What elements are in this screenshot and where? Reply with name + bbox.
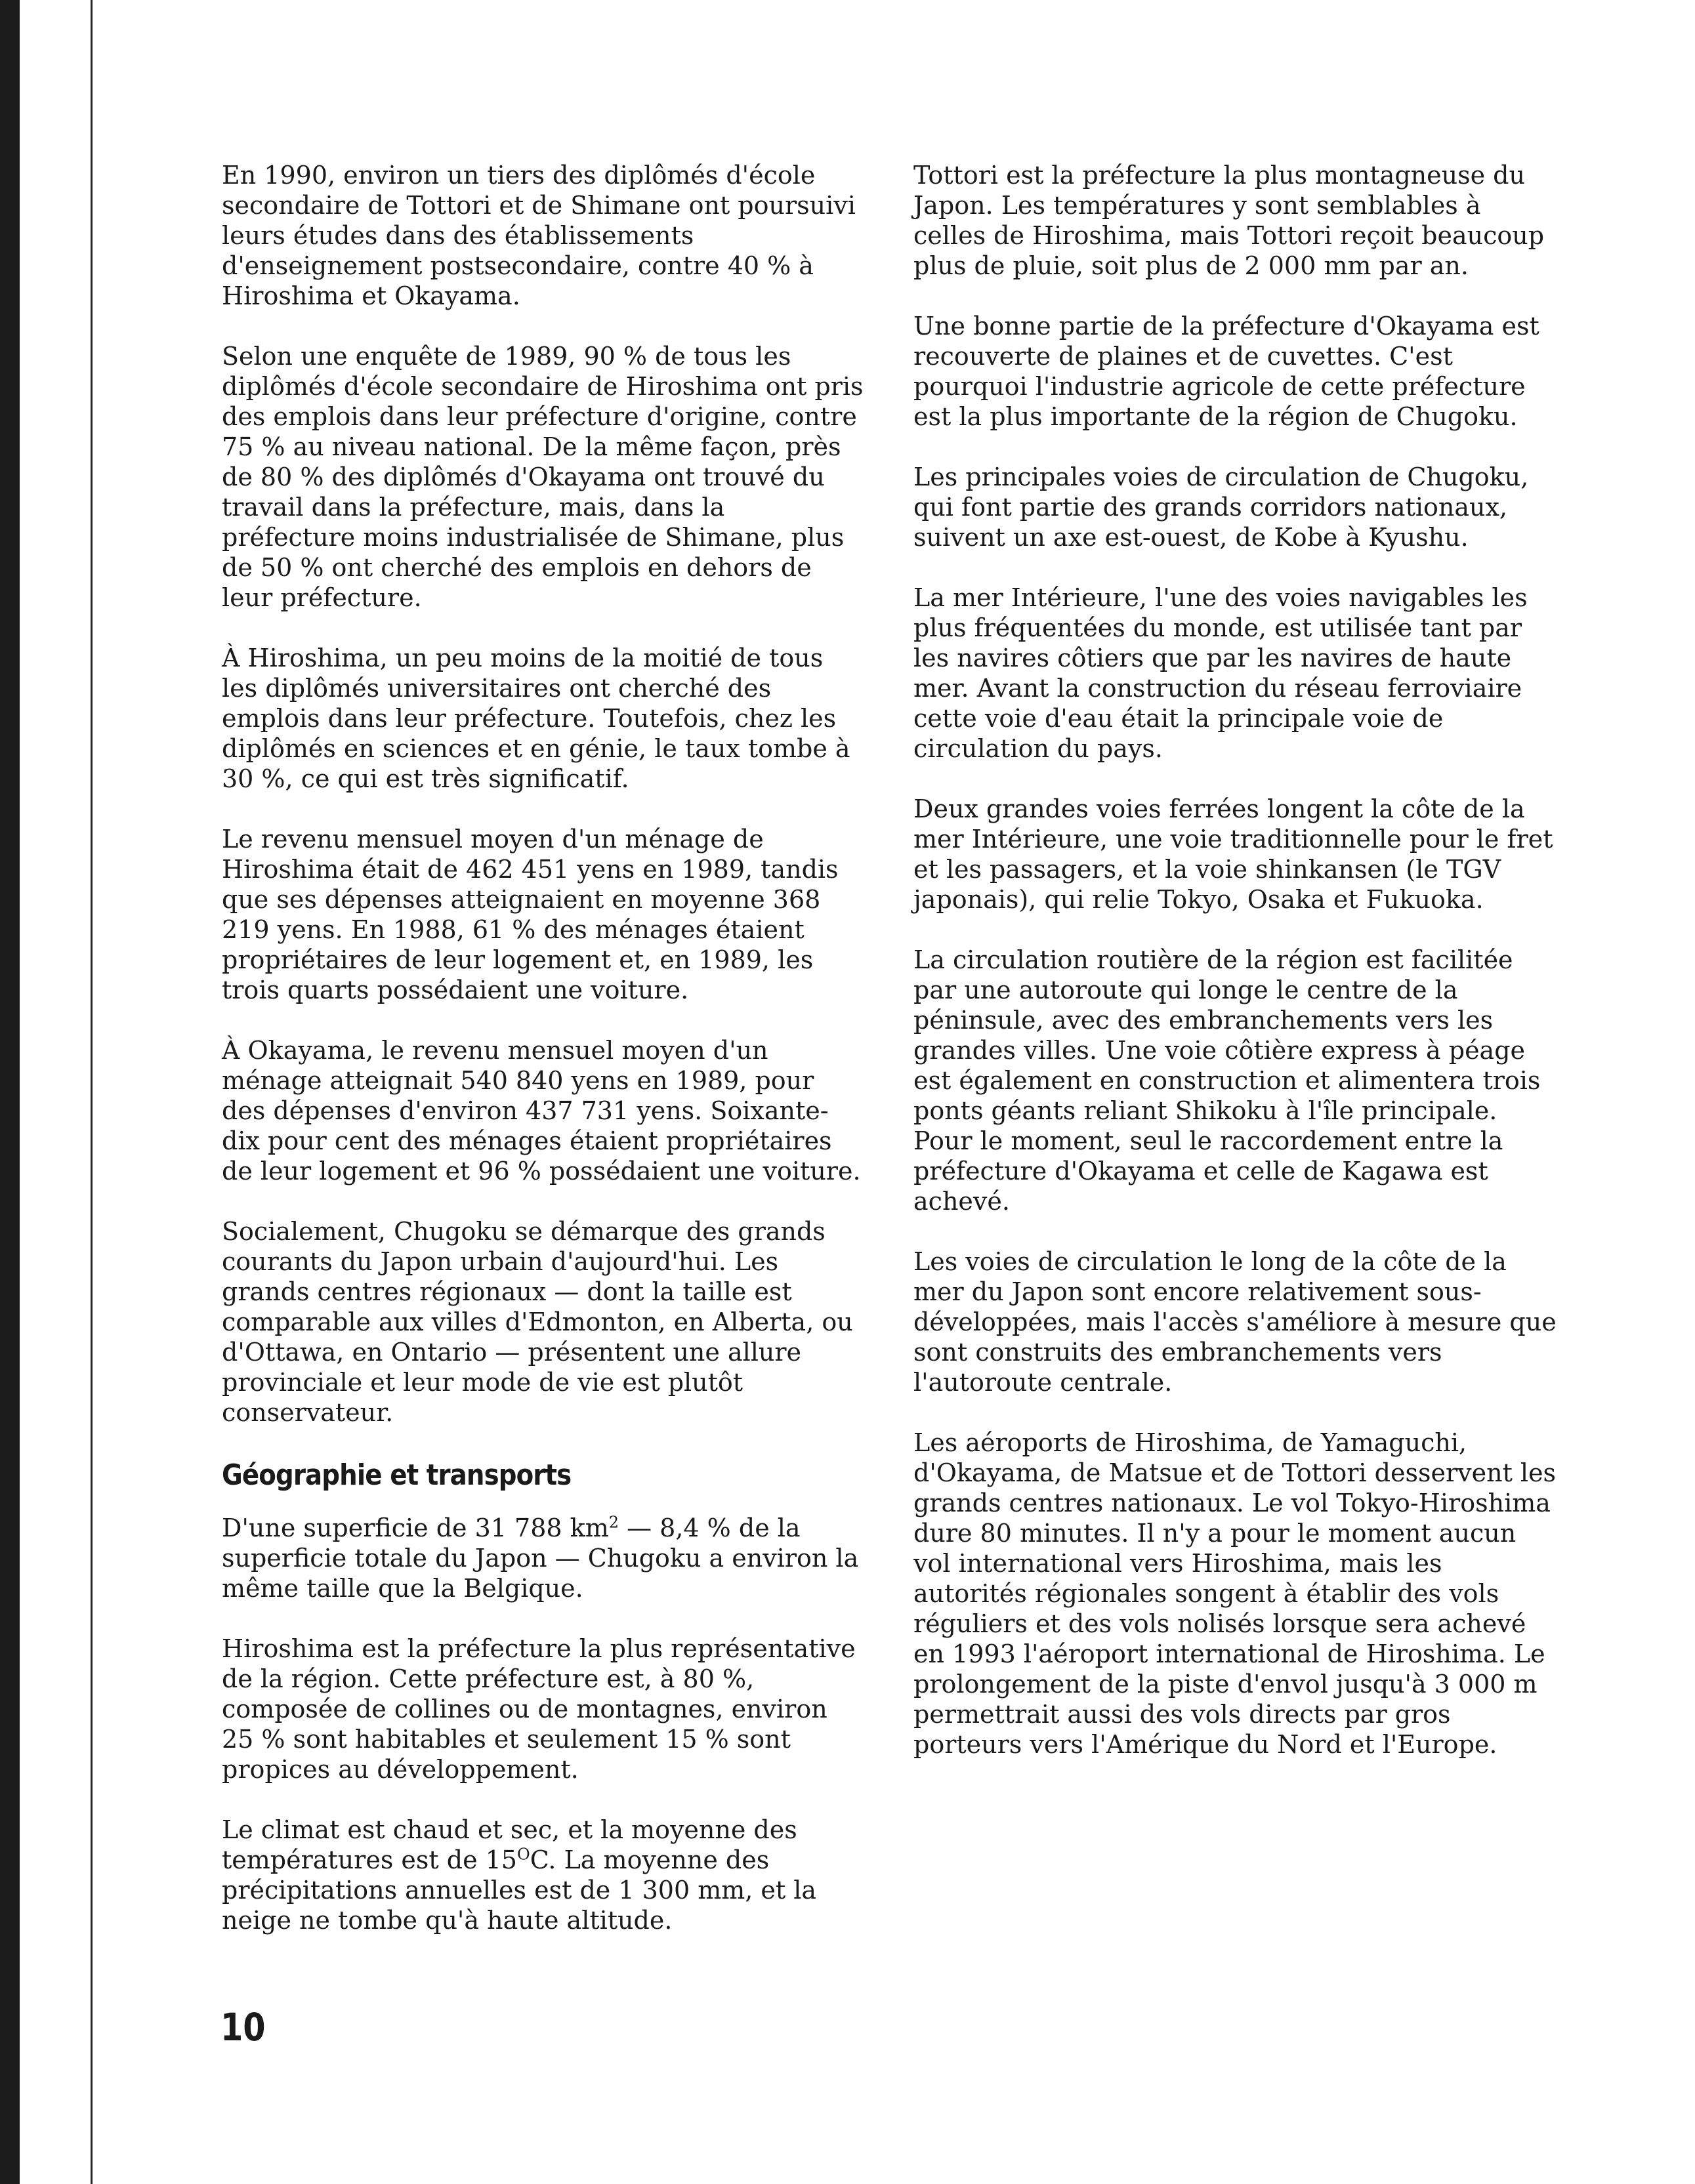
area-text-before: D'une superficie de 31 788 km (222, 1514, 609, 1542)
scan-margin-line (91, 0, 93, 2184)
paragraph-social: Socialement, Chugoku se démarque des grands courants du Japon urbain d'aujourd'hui. Les grands centres régionaux — dont la taille est comparable aux villes d'Edmonton, en Alberta, ou d'Ottawa, en Ontario — présentent une allure provinciale et leur mode de vie est plutôt conservateur. (222, 1217, 853, 1427)
paragraph-roads: La circulation routière de la région est facilitée par une autoroute qui longe le centre de la péninsule, avec des embranchements vers les grandes villes. Une voie côtière express à péage est également en construction et alimentera trois ponts géants reliant Shikoku à l'île principale. Pour le moment, seul le raccordement entre la préfecture d'Okayama et celle de Kagawa est achevé. (913, 945, 1541, 1216)
paragraph-area (222, 1513, 865, 1603)
left-column (222, 160, 865, 1966)
page-number: 10 (220, 2005, 266, 2050)
paragraph-airports: Les aéroports de Hiroshima, de Yamaguchi, d'Okayama, de Matsue et de Tottori desservent les grands centres nationaux. Le vol Tokyo-Hiroshima dure 80 minutes. Il n'y a pour le moment aucun vol international vers Hiroshima, mais les autorités régionales songent à établir des vols réguliers et des vols nolisés lorsque sera achevé en 1993 l'aéroport international de Hiroshima. Le prolongement de la piste d'envol jusqu'à 3 000 m permettrait aussi des vols directs par gros porteurs vers l'Amérique du Nord et l'Europe. (913, 1428, 1557, 1759)
climate-text-before: Le climat est chaud et sec, et la moyenne des températures est de 15 (222, 1815, 797, 1874)
paragraph-university-graduates: À Hiroshima, un peu moins de la moitié de tous les diplômés universitaires ont cherché des emplois dans leur préfecture. Toutefois, chez les diplômés en sciences et en génie, le taux tombe à 30 %, ce qui est très significatif. (222, 644, 850, 793)
climate-text-after: C. La moyenne des précipitations annuelles est de 1 300 mm, et la neige ne tombe qu'à haute altitude. (222, 1845, 817, 1935)
paragraph-okayama-income: À Okayama, le revenu mensuel moyen d'un ménage atteignait 540 840 yens en 1989, pour des dépenses d'environ 437 731 yens. Soixante-dix pour cent des ménages étaient propriétaires de leur logement et 96 % possédaient une voiture. (222, 1036, 861, 1185)
area-superscript: 2 (608, 1513, 619, 1532)
scan-border (0, 0, 20, 2184)
paragraph-hiroshima-terrain: Hiroshima est la préfecture la plus représentative de la région. Cette préfecture est, à 80 %, composée de collines ou de montagnes, environ 25 % sont habitables et seulement 15 % sont propices au développement. (222, 1634, 856, 1784)
right-column (913, 160, 1557, 1790)
paragraph-climate (222, 1815, 865, 1935)
paragraph-tottori: Tottori est la préfecture la plus montagneuse du Japon. Les températures y sont semblables à celles de Hiroshima, mais Tottori reçoit beaucoup plus de pluie, soit plus de 2 000 mm par an. (913, 161, 1545, 280)
climate-superscript: O (517, 1845, 530, 1864)
paragraph-hiroshima-income: Le revenu mensuel moyen d'un ménage de Hiroshima était de 462 451 yens en 1989, tandis que ses dépenses atteignaient en moyenne 368 219 yens. En 1988, 61 % des ménages étaient propriétaires de leur logement et, en 1989, les trois quarts possédaient une voiture. (222, 825, 839, 1004)
paragraph-railways: Deux grandes voies ferrées longent la côte de la mer Intérieure, une voie traditionnelle pour le fret et les passagers, et la voie shinkansen (le TGV japonais), qui relie Tokyo, Osaka et Fukuoka. (913, 794, 1553, 914)
area-text-after: — 8,4 % de la superficie totale du Japon — Chugoku a environ la même taille que la Belgique. (222, 1514, 859, 1603)
section-heading: Géographie et transports (222, 1458, 572, 1492)
paragraph-okayama-plains: Une bonne partie de la préfecture d'Okayama est recouverte de plaines et de cuvettes. C'est pourquoi l'industrie agricole de cette préfecture est la plus importante de la région de Chugoku. (913, 312, 1539, 431)
paragraph-main-routes: Les principales voies de circulation de Chugoku, qui font partie des grands corridors nationaux, suivent un axe est-ouest, de Kobe à Kyushu. (913, 463, 1529, 552)
paragraph-japan-sea-coast: Les voies de circulation le long de la côte de la mer du Japon sont encore relativement sous-développées, mais l'accès s'améliore à mesure que sont construits des embranchements vers l'autoroute centrale. (913, 1247, 1557, 1397)
paragraph-education: En 1990, environ un tiers des diplômés d'école secondaire de Tottori et de Shimane ont poursuivi leurs études dans des établissements d'enseignement postsecondaire, contre 40 % à Hiroshima et Okayama. (222, 161, 856, 310)
paragraph-inland-sea: La mer Intérieure, l'une des voies navigables les plus fréquentées du monde, est utilisée tant par les navires côtiers que par les navires de haute mer. Avant la construction du réseau ferroviaire cette voie d'eau était la principale voie de circulation du pays. (913, 583, 1528, 763)
paragraph-employment: Selon une enquête de 1989, 90 % de tous les diplômés d'école secondaire de Hiroshima ont pris des emplois dans leur préfecture d'origine, contre 75 % au niveau national. De la même façon, près de 80 % des diplômés d'Okayama ont trouvé du travail dans la préfecture, mais, dans la préfecture moins industrialisée de Shimane, plus de 50 % ont cherché des emplois en dehors de leur préfecture. (222, 342, 864, 612)
